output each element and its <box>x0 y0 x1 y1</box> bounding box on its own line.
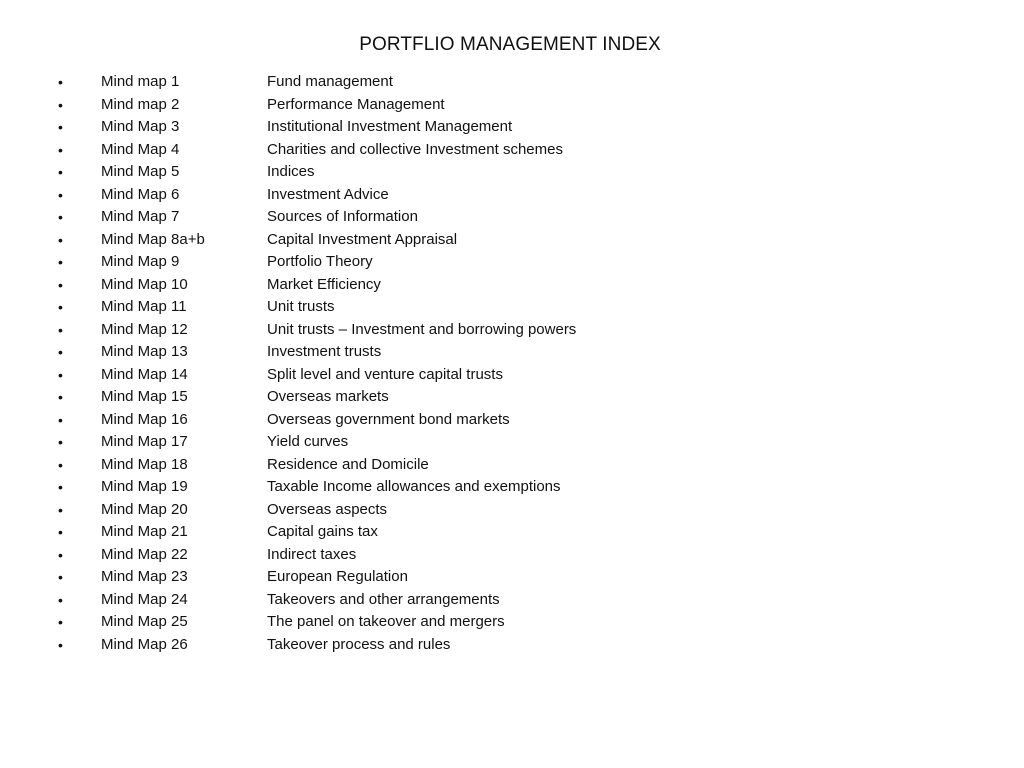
bullet-icon: • <box>58 344 63 360</box>
mind-map-topic: Overseas government bond markets <box>267 410 510 428</box>
mind-map-topic: Indices <box>267 163 315 180</box>
bullet-icon: • <box>58 164 63 180</box>
bullet-icon: • <box>58 501 63 518</box>
mind-map-label: Mind Map 12 <box>101 320 188 338</box>
mind-map-label: Mind map 2 <box>101 95 180 113</box>
bullet-icon: • <box>58 524 63 540</box>
mind-map-label: Mind Map 19 <box>101 478 188 495</box>
bullet-icon: • <box>58 231 63 248</box>
bullet-icon: • <box>58 254 63 270</box>
mind-map-label: Mind Map 23 <box>101 568 188 585</box>
mind-map-topic: The panel on takeover and mergers <box>267 613 505 630</box>
bullet-icon: • <box>58 411 63 428</box>
bullet-icon: • <box>58 569 63 585</box>
mind-map-label: Mind Map 4 <box>101 140 180 158</box>
mind-map-label: Mind Map 9 <box>101 253 180 270</box>
mind-map-label: Mind Map 16 <box>101 410 188 428</box>
bullet-icon: • <box>58 456 63 473</box>
mind-map-topic: Indirect taxes <box>267 545 357 563</box>
mind-map-topic: Unit trusts – Investment and borrowing powers <box>267 320 577 338</box>
mind-map-label: Mind Map 13 <box>101 343 188 360</box>
mind-map-topic: Capital gains tax <box>267 523 378 540</box>
mind-map-label: Mind Map 7 <box>101 208 180 225</box>
mind-map-label: Mind map 1 <box>101 73 180 90</box>
bullet-icon: • <box>58 186 63 203</box>
mind-map-topic: Takeover process and rules <box>267 635 451 653</box>
bullet-icon: • <box>58 119 63 135</box>
bullet-icon: • <box>58 209 63 225</box>
mind-map-label: Mind Map 24 <box>101 590 188 608</box>
mind-map-label: Mind Map 6 <box>101 185 180 203</box>
bullet-icon: • <box>58 366 63 383</box>
page-title: PORTFLIO MANAGEMENT INDEX <box>359 34 661 55</box>
mind-map-label: Mind Map 8a+b <box>101 230 205 248</box>
mind-map-topic: Charities and collective Investment schemes <box>267 140 563 158</box>
bullet-icon: • <box>58 434 63 450</box>
mind-map-topic: Sources of Information <box>267 208 418 225</box>
mind-map-topic: Performance Management <box>267 95 445 113</box>
mind-map-topic: Unit trusts <box>267 298 335 315</box>
mind-map-label: Mind Map 22 <box>101 545 188 563</box>
bullet-icon: • <box>58 74 63 90</box>
mind-map-topic: Residence and Domicile <box>267 455 429 473</box>
mind-map-label: Mind Map 15 <box>101 388 188 405</box>
mind-map-label: Mind Map 11 <box>101 298 187 315</box>
mind-map-topic: European Regulation <box>267 568 408 585</box>
bullet-icon: • <box>58 276 63 293</box>
mind-map-topic: Market Efficiency <box>267 275 381 293</box>
mind-map-topic: Yield curves <box>267 433 349 450</box>
mind-map-label: Mind Map 21 <box>101 523 188 540</box>
mind-map-label: Mind Map 14 <box>101 365 188 383</box>
mind-map-label: Mind Map 25 <box>101 613 188 630</box>
bullet-icon: • <box>58 479 63 495</box>
mind-map-topic: Capital Investment Appraisal <box>267 230 458 248</box>
mind-map-label: Mind Map 17 <box>101 433 188 450</box>
bullet-icon: • <box>58 321 63 338</box>
bullet-icon: • <box>58 299 63 315</box>
mind-map-topic: Institutional Investment Management <box>267 118 513 135</box>
bullet-icon: • <box>58 546 63 563</box>
mind-map-topic: Fund management <box>267 73 393 90</box>
mind-map-label: Mind Map 10 <box>101 275 188 293</box>
mind-map-label: Mind Map 18 <box>101 455 188 473</box>
mind-map-topic: Split level and venture capital trusts <box>267 365 503 383</box>
bullet-icon: • <box>58 614 63 630</box>
bullet-icon: • <box>58 96 63 113</box>
mind-map-topic: Overseas aspects <box>267 500 388 518</box>
bullet-icon: • <box>58 636 63 653</box>
bullet-icon: • <box>58 141 63 158</box>
mind-map-label: Mind Map 26 <box>101 635 188 653</box>
bullet-icon: • <box>58 389 63 405</box>
mind-map-label: Mind Map 3 <box>101 118 180 135</box>
mind-map-topic: Takeovers and other arrangements <box>267 590 500 608</box>
mind-map-topic: Taxable Income allowances and exemptions <box>267 478 561 495</box>
mind-map-topic: Investment Advice <box>267 185 389 203</box>
mind-map-topic: Overseas markets <box>267 388 389 405</box>
mind-map-label: Mind Map 20 <box>101 500 188 518</box>
bullet-icon: • <box>58 591 63 608</box>
mind-map-topic: Investment trusts <box>267 343 382 360</box>
mind-map-topic: Portfolio Theory <box>267 253 373 270</box>
mind-map-label: Mind Map 5 <box>101 163 180 180</box>
